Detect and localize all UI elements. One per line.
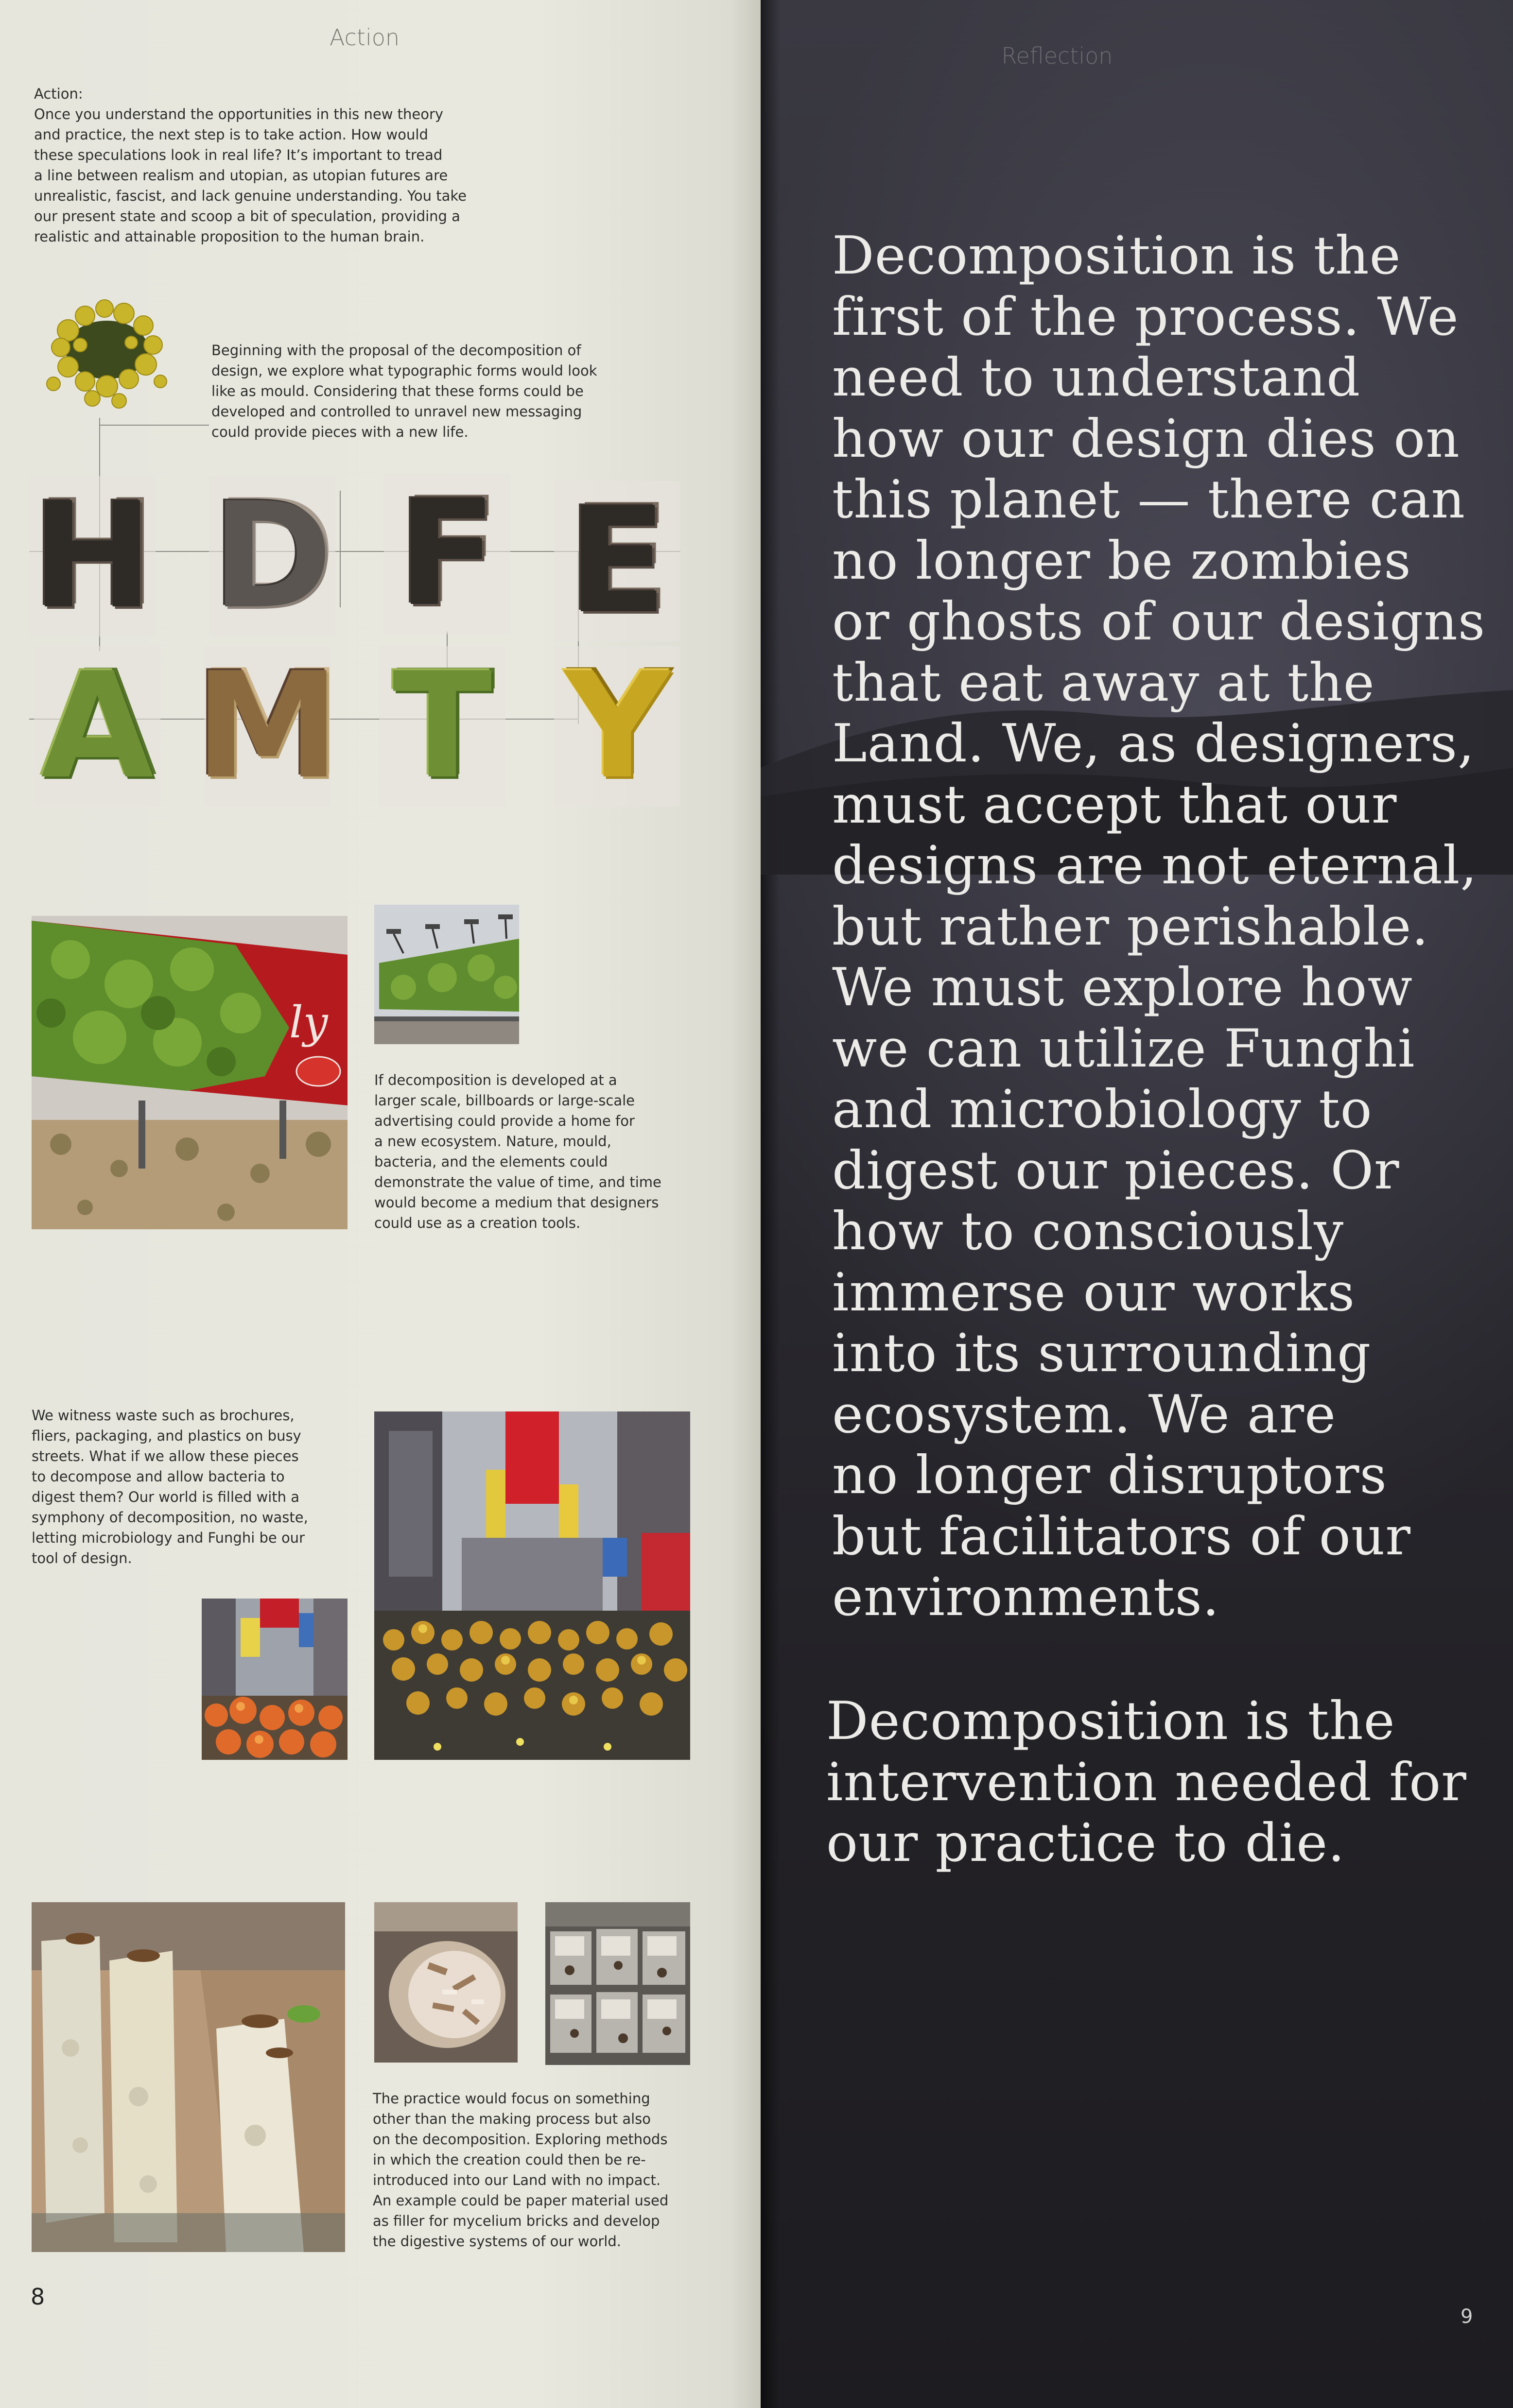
practice-paragraph (373, 2088, 708, 2252)
reflection-line: environments. (832, 1567, 1220, 1628)
intro-heading: Action: (34, 86, 83, 102)
page-number-left: 8 (31, 2284, 45, 2310)
reflection-paragraph-1 (832, 225, 1508, 1628)
waste-line: symphony of decomposition, no waste, (32, 1509, 308, 1526)
reflection-line: no longer be zombies (832, 530, 1411, 591)
glyph-letter-t: T (392, 641, 492, 811)
reflection-line: designs are not eternal, (832, 835, 1478, 896)
reflection-line: but facilitators of our (832, 1506, 1411, 1567)
practice-line: as filler for mycelium bricks and develop (373, 2213, 660, 2229)
small-billboard-image (374, 905, 519, 1044)
decomposition-line: Beginning with the proposal of the decomposition of (211, 342, 581, 359)
reflection-line: how to consciously (832, 1201, 1344, 1262)
intro-line: and practice, the next step is to take action. How would (34, 126, 428, 143)
reflection-line: ecosystem. We are (832, 1384, 1337, 1445)
reflection-line: first of the process. We (832, 286, 1459, 347)
reflection-line: must accept that our (832, 774, 1397, 835)
reflection-line: how our design dies on (832, 408, 1460, 469)
reflection-line: need to understand (832, 347, 1361, 408)
mould-glyph-m (194, 641, 340, 811)
right-page (761, 0, 1513, 2408)
reflection-line: that eat away at the (832, 652, 1375, 713)
reflection-line: this planet — there can (832, 469, 1466, 530)
yellow-mould-cluster-image (34, 287, 175, 418)
decomposition-line: design, we explore what typographic forms would look (211, 362, 597, 379)
reflection-line: and microbiology to (832, 1079, 1373, 1140)
decomposition-line: developed and controlled to unravel new messaging (211, 403, 582, 420)
practice-line: An example could be paper material used (373, 2192, 669, 2209)
svg-text:ly: ly (289, 997, 328, 1048)
reflection-line: intervention needed for (826, 1752, 1467, 1813)
decomposition-paragraph (211, 340, 644, 442)
decomposition-line: like as mould. Considering that these forms could be (211, 383, 584, 399)
intro-line: Once you understand the opportunities in this new theory (34, 106, 444, 122)
reflection-line: immerse our works (832, 1262, 1356, 1323)
gutter-shadow (761, 0, 780, 2408)
mould-glyph-y (554, 641, 680, 811)
moss-billboard-image (32, 916, 348, 1229)
intro-line: a line between realism and utopian, as utopian futures are (34, 167, 448, 184)
reflection-line: but rather perishable. (832, 896, 1429, 957)
reflection-line: digest our pieces. Or (832, 1140, 1400, 1201)
street-fungi-small-image (202, 1599, 348, 1760)
mould-glyph-d (209, 471, 335, 641)
mould-glyph-h (29, 471, 156, 641)
billboard-line: larger scale, billboards or large-scale (374, 1092, 635, 1109)
street-fungi-large-image (374, 1411, 690, 1760)
intro-paragraph (34, 104, 525, 247)
paper-mycelium-image (374, 1902, 518, 2063)
practice-line: The practice would focus on something (373, 2090, 650, 2107)
glyph-letter-y: Y (564, 641, 670, 811)
practice-line: other than the making process but also (373, 2111, 651, 2127)
reflection-line: no longer disruptors (832, 1445, 1387, 1506)
reflection-line: we can utilize Funghi (832, 1018, 1415, 1079)
mould-glyph-a (34, 641, 160, 811)
waste-line: to decompose and allow bacteria to (32, 1468, 285, 1485)
intro-line: unrealistic, fascist, and lack genuine understanding. You take (34, 188, 467, 204)
waste-line: We witness waste such as brochures, (32, 1407, 295, 1424)
reflection-line: Decomposition is the (832, 225, 1401, 286)
glyph-letter-h: H (31, 471, 154, 641)
section-label-action: Action (329, 24, 400, 51)
decomposition-line: could provide pieces with a new life. (211, 424, 469, 440)
mould-glyph-e (554, 476, 680, 646)
waste-line: letting microbiology and Funghi be our (32, 1530, 305, 1546)
waste-line: digest them? Our world is filled with a (32, 1489, 300, 1505)
intro-line: these speculations look in real life? It’s important to tread (34, 147, 443, 163)
reflection-paragraph-2 (826, 1691, 1502, 1874)
waste-line: streets. What if we allow these pieces (32, 1448, 299, 1464)
glyph-letter-e: E (567, 476, 667, 646)
billboard-line: could use as a creation tools. (374, 1215, 581, 1231)
waste-paragraph (32, 1405, 343, 1568)
intro-line: realistic and attainable proposition to the human brain. (34, 228, 425, 245)
billboard-line: demonstrate the value of time, and time (374, 1174, 661, 1190)
glyph-letter-f: F (397, 469, 497, 638)
section-label-reflection: Reflection (1001, 43, 1113, 69)
billboard-line: advertising could provide a home for (374, 1113, 635, 1129)
practice-line: introduced into our Land with no impact. (373, 2172, 661, 2188)
practice-line: on the decomposition. Exploring methods (373, 2131, 668, 2148)
reflection-line: Land. We, as designers, (832, 713, 1475, 774)
billboard-line: would become a medium that designers (374, 1194, 659, 1211)
mycelium-shelf-image (545, 1902, 690, 2065)
reflection-line: We must explore how (832, 957, 1413, 1018)
billboard-line: If decomposition is developed at a (374, 1072, 617, 1088)
waste-line: tool of design. (32, 1550, 132, 1566)
billboard-line: bacteria, and the elements could (374, 1153, 608, 1170)
reflection-line: into its surrounding (832, 1323, 1372, 1384)
mould-glyph-f (384, 469, 510, 638)
page-number-right: 9 (1461, 2305, 1473, 2328)
billboard-line: a new ecosystem. Nature, mould, (374, 1133, 611, 1150)
reflection-line: Decomposition is the (826, 1691, 1395, 1752)
billboard-paragraph (374, 1070, 705, 1233)
reflection-line: our practice to die. (826, 1813, 1345, 1874)
practice-line: the digestive systems of our world. (373, 2233, 621, 2250)
practice-line: in which the creation could then be re- (373, 2151, 646, 2168)
glyph-letter-a: A (40, 641, 154, 811)
glyph-letter-d: D (211, 471, 333, 641)
glyph-letter-m: M (194, 641, 340, 811)
mycelium-bricks-image (32, 1902, 345, 2252)
intro-line: our present state and scoop a bit of speculation, providing a (34, 208, 460, 224)
reflection-line: or ghosts of our designs (832, 591, 1486, 652)
mould-glyph-t (379, 641, 505, 811)
waste-line: fliers, packaging, and plastics on busy (32, 1428, 301, 1444)
